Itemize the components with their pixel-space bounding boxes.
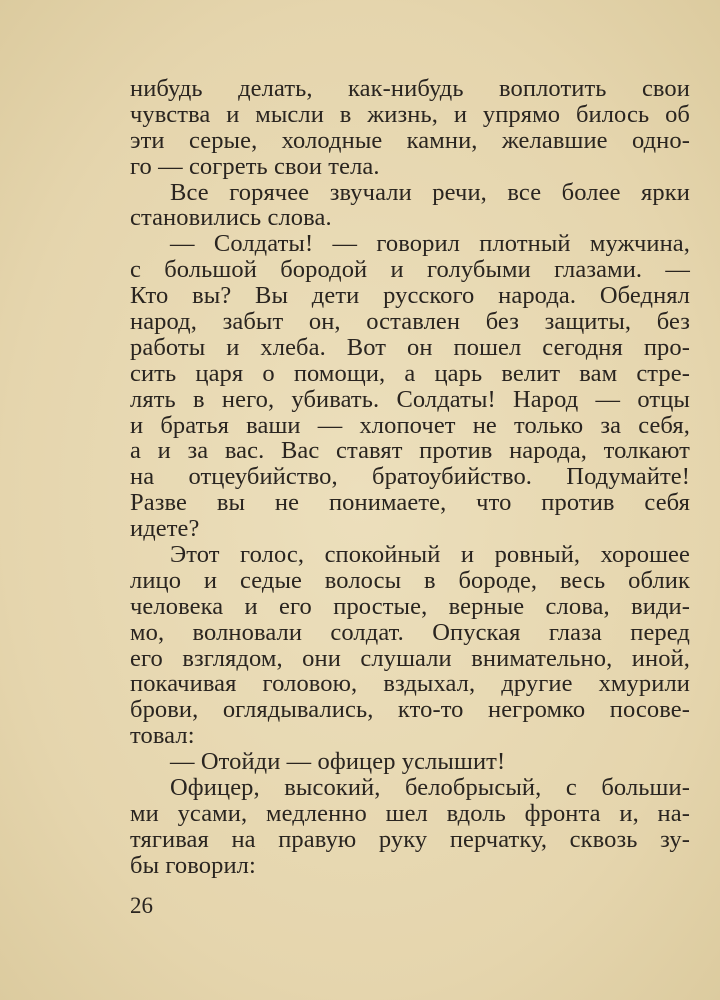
text-line: сить царя о помощи, а царь велит вам стре- xyxy=(130,359,690,387)
text-line: бы говорил: xyxy=(130,851,256,879)
text-line: — Солдаты! — говорил плотный мужчина, xyxy=(170,230,690,258)
text-line: человека и его простые, верные слова, види- xyxy=(130,592,690,620)
text-line: эти серые, холодные камни, желавшие одно- xyxy=(130,126,690,154)
text-line: Все горячее звучали речи, все более ярки xyxy=(170,178,690,206)
text-line: Этот голос, спокойный и ровный, хорошее xyxy=(170,541,690,569)
text-line: его взглядом, они слушали внимательно, иной, xyxy=(130,644,690,672)
text-line: лицо и седые волосы в бороде, весь облик xyxy=(130,566,690,594)
text-line: нибудь делать, как-нибудь воплотить свои xyxy=(130,75,690,102)
text-line: а и за вас. Вас ставят против народа, толкают xyxy=(130,437,690,465)
text-line: мо, волновали солдат. Опуская глаза перед xyxy=(130,618,690,646)
text-line: тягивая на правую руку перчатку, сквозь зу- xyxy=(130,825,690,853)
text-line: — Отойди — офицер услышит! xyxy=(170,748,506,776)
text-line: брови, оглядывались, кто-то негромко посове- xyxy=(130,696,690,724)
text-line: покачивая головою, вздыхал, другие хмурили xyxy=(130,670,690,698)
text-line: с большой бородой и голубыми глазами. — xyxy=(130,256,690,284)
text-line: работы и хлеба. Вот он пошел сегодня про- xyxy=(130,333,690,361)
text-line: лять в него, убивать. Солдаты! Народ — отцы xyxy=(130,385,690,413)
text-line: Кто вы? Вы дети русского народа. Обеднял xyxy=(130,282,690,310)
page-number: 26 xyxy=(130,893,153,918)
text-line: чувства и мысли в жизнь, и упрямо билось об xyxy=(130,100,690,128)
text-line: го — согреть свои тела. xyxy=(130,152,380,180)
book-page-text xyxy=(130,76,690,879)
text-line: и братья ваши — хлопочет не только за себя, xyxy=(130,411,690,439)
text-line: ми усами, медленно шел вдоль фронта и, на- xyxy=(130,799,690,827)
text-line: Разве вы не понимаете, что против себя xyxy=(130,489,690,517)
text-line: Офицер, высокий, белобрысый, с больши- xyxy=(170,774,690,802)
text-line: на отцеубийство, братоубийство. Подумайте! xyxy=(130,463,690,491)
text-line: становились слова. xyxy=(130,204,332,232)
text-line: народ, забыт он, оставлен без защиты, без xyxy=(130,308,690,336)
text-line: идете? xyxy=(130,515,200,543)
text-line: товал: xyxy=(130,722,195,750)
